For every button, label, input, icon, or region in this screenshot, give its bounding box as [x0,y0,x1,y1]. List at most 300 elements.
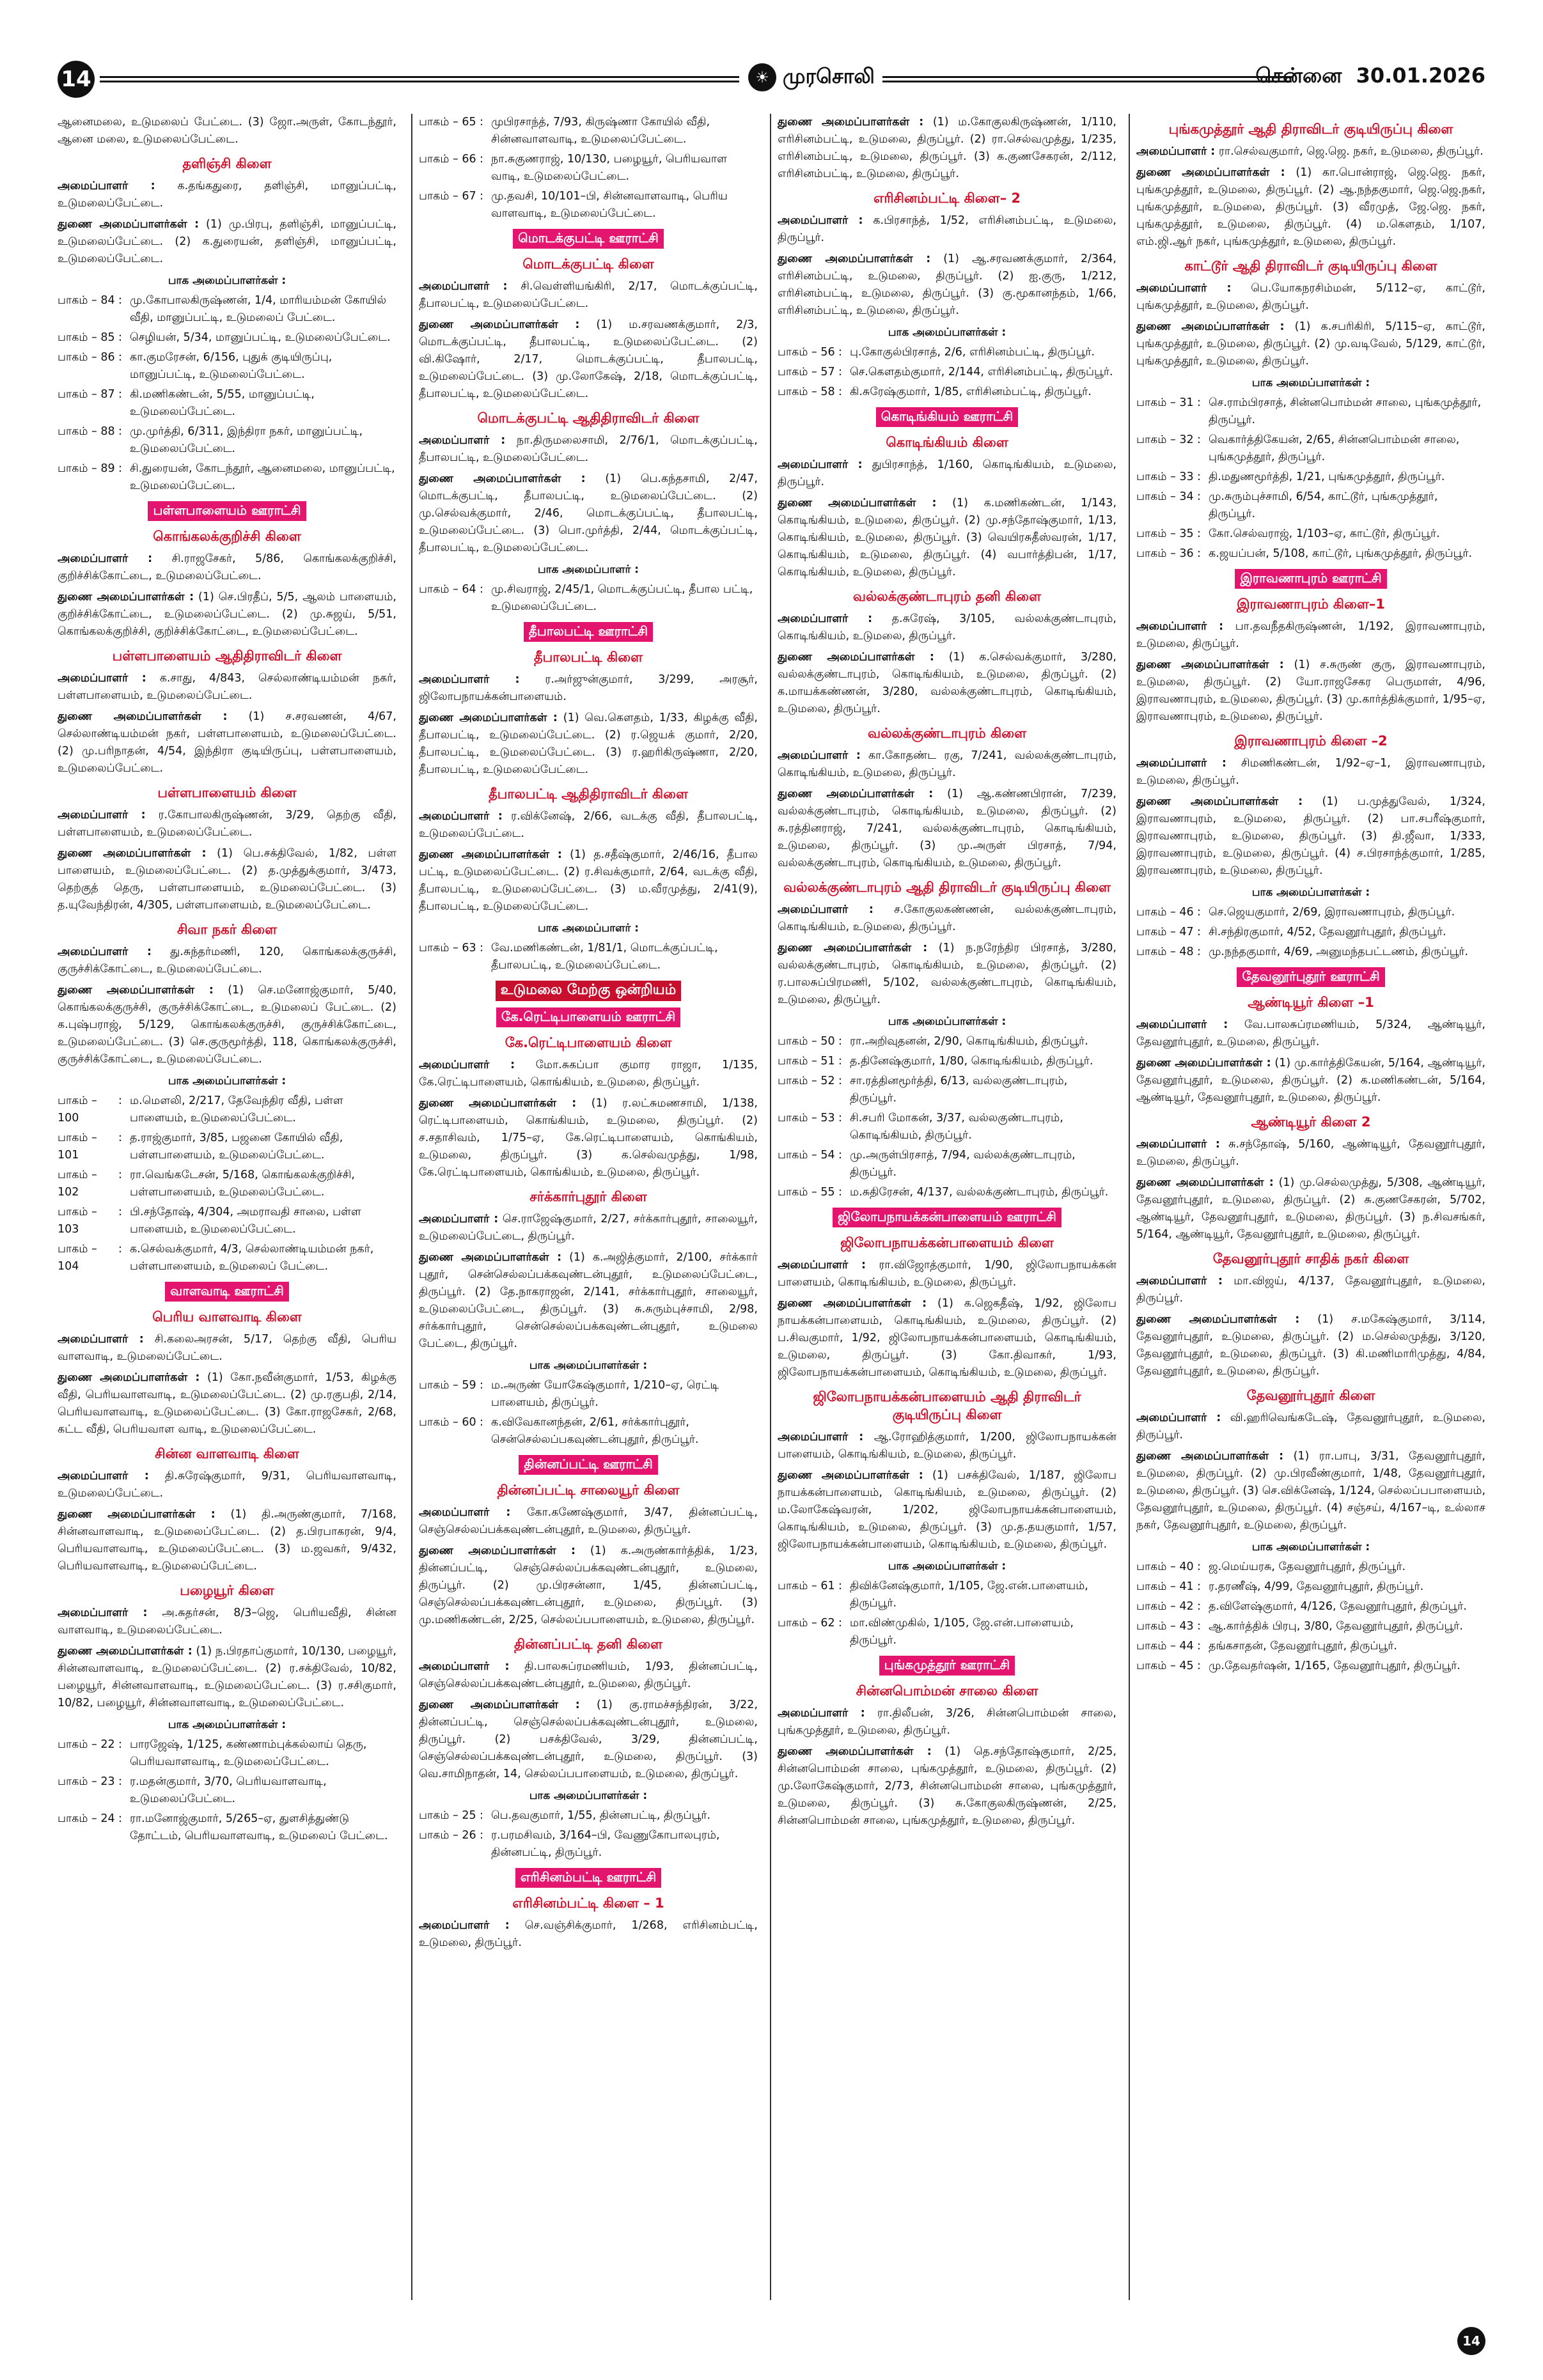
booth-person: கா.குமரேசன், 6/156, புதுக் குடியிருப்பு, மானுப்பட்டி, உடுமலைப்பேட்டை. [130,351,333,381]
label: துணை அமைப்பாளர்கள் : [778,1469,923,1482]
page-number-badge: 14 [58,61,95,98]
deputy-line [58,1506,396,1575]
label: துணை அமைப்பாளர்கள் : [778,116,924,128]
booth-person: ர.தரணீஷ், 4/99, தேவனூர்புதூர், திருப்பூர். [1209,1580,1424,1593]
organizer-line [419,278,758,313]
header-rule-right [882,76,1292,82]
booth-person: க.விவேகானந்தன், 2/61, சர்க்கார்புதூர், சென்செல்லப்பகவுண்டன்புதூர், திருப்பூர். [491,1416,699,1446]
booth-person: ரா.வெங்கடேசன், 5/168, கொங்கலக்குறிச்சி, பள்ளபாளையம், உடுமலைப்பேட்டை. [130,1169,355,1199]
booth-person: கி.சுரேஷ்குமார், 1/85, எரிசினம்பட்டி, திருப்பூர். [850,385,1092,398]
deputy-line [778,495,1116,581]
booth-row: பாகம் – 84 : மு.கோபாலகிருஷ்ணன், 1/4, மாரியம்மன் கோயில் வீதி, மானுப்பட்டி, உடுமலைப் பேட்டை. [58,292,396,327]
union-banner: உடுமலை மேற்கு ஒன்றியம் [496,981,682,1001]
deputy-line [778,114,1116,183]
value: (1) ர.லட்சுமணசாமி, 1/138, ரெட்டிபாளையம், கொங்கியம், உடுமலை, திருப்பூர். (2) ச.சதாசிவம், 1/75–ஏ, கே.ரெட்டிபாளையம், கொங்கியம், உடுமலை, திருப்பூர். (3) க.செல்வமுத்து, 1/98, கே.ரெட்டிபாளையம், கொங்கியம், உடுமலை, திருப்பூர். [419,1097,758,1179]
value: செ.ராஜேஷ்குமார், 2/27, சர்க்கார்புதூர், சாலையூர், உடுமலைப்பேட்டை, திருப்பூர். [419,1213,758,1243]
booth-person: மு.கோபாலகிருஷ்ணன், 1/4, மாரியம்மன் கோயில் வீதி, மானுப்பட்டி, உடுமலைப் பேட்டை. [130,294,387,324]
deputy-line [419,710,758,779]
booth-row: பாகம் – 47 : சி.சந்திரகுமார், 4/52, தேவனூர்புதூர், திருப்பூர். [1136,924,1485,941]
booth-person: சி.சந்திரகுமார், 4/52, தேவனூர்புதூர், திருப்பூர். [1209,926,1446,938]
organizer-line [419,1658,758,1693]
booth-row: பாகம் – 23 : ர.மதன்குமார், 3/70, பெரியவாளவாடி, உடுமலைப்பேட்டை. [58,1773,396,1808]
booth-person: மா.விண்முகில், 1/105, ஜே.என்.பாளையம், திருப்பூர். [850,1617,1074,1647]
city: சென்னை [1255,63,1342,88]
value: செ.வஞ்சிக்குமார், 1/268, எரிசினம்பட்டி, உடுமலை, திருப்பூர். [419,1919,758,1949]
booth-no: பாகம் – 101 [58,1132,97,1162]
organizer-line [419,1917,758,1952]
branch-heading: வல்லக்குண்டாபுரம் தனி கிளை [852,589,1042,604]
booth-row: பாகம் – 102 : ரா.வெங்கடேசன், 5/168, கொங்கலக்குறிச்சி, பள்ளபாளையம், உடுமலைப்பேட்டை. [58,1167,396,1201]
booth-heading: பாக அமைப்பாளர்கள் : [529,1789,648,1802]
column-rule [1129,114,1130,2300]
booth-row: பாகம் – 32 : வெகார்த்திகேயன், 2/65, சின்னபொம்மன் சாலை, புங்கமுத்தூர், திருப்பூர். [1136,432,1485,466]
booth-person: த.விளேஷ்குமார், 4/126, தேவனூர்புதூர், திருப்பூர். [1209,1600,1467,1613]
booth-row: பாகம் – 89 : சி.துரையன், கோடந்தூர், ஆனைமலை, மானுப்பட்டி, உடுமலைப்பேட்டை. [58,460,396,495]
organizer-line [778,1705,1116,1739]
organizer-line [1136,755,1485,789]
rising-sun-icon: ☀ [748,63,776,91]
branch-heading: தின்னப்பட்டி சாலையூர் கிளை [497,1482,680,1498]
branch-heading: காட்டூர் ஆதி திராவிடர் குடியிருப்பு கிளை [1184,258,1437,274]
value: ர.கோபாலகிருஷ்ணன், 3/29, தெற்கு வீதி, பள்ளபாளையம், உடுமலைப்பேட்டை. [58,809,396,839]
label: துணை அமைப்பாளர்கள் : [58,984,214,997]
value: (1) வெ.கௌதம், 1/33, கிழக்கு வீதி, தீபாலபட்டி, உடுமலைப்பேட்டை. (2) ர.ஜெயக் குமார், 2/20, தீபாலபட்டி, உடுமலைப்பேட்டை. (3) ர.ஹரிகிருஷ்ணா, 2/20, தீபாலபட்டி, உடுமலைப்பேட்டை. [419,712,758,776]
booth-no: பாகம் – 31 [1136,396,1194,409]
deputy-line [58,1643,396,1712]
booth-row: பாகம் – 35 : கோ.செல்வராஜ், 1/103–ஏ, காட்டூர், திருப்பூர். [1136,525,1485,543]
organizer-line [58,670,396,704]
value: சிமணிகண்டன், 1/92–ஏ–1, இராவணாபுரம், உடுமலை, திருப்பூர். [1136,757,1485,787]
label: துணை அமைப்பாளர்கள் : [419,318,580,331]
value: ர.விக்னேஷ், 2/66, வடக்கு வீதி, தீபாலபட்டி, உடுமலைப்பேட்டை. [419,810,758,840]
label: துணை அமைப்பாளர்கள் : [58,710,228,723]
booth-row: பாகம் – 48 : மு.நந்தகுமார், 4/69, அனுமந்தபட்டணம், திருப்பூர். [1136,944,1485,961]
deputy-line [1136,1174,1485,1243]
value: (1) ந.நரேந்திர பிரசாத், 3/280, வல்லக்குண்டாபுரம், கொடிங்கியம், உடுமலை, திருப்பூர். (2) ர.பாலசுப்பிரமணி, 5/102, வல்லக்குண்டாபுரம், கொடிங்கியம், உடுமலை, திருப்பூர். [778,942,1116,1006]
booth-no: பாகம் – 44 [1136,1640,1194,1653]
booth-row: பாகம் – 41 : ர.தரணீஷ், 4/99, தேவனூர்புதூர், திருப்பூர். [1136,1578,1485,1596]
organizer-line [778,1429,1116,1463]
booth-no: பாகம் – 42 [1136,1600,1194,1613]
booth-row: பாகம் – 33 : தி.மதுணமூர்த்தி, 1/21, புங்கமுத்தூர், திருப்பூர். [1136,469,1485,486]
booth-person: ரா.அறிவுதனன், 2/90, கொடிங்கியம், திருப்பூர். [850,1035,1088,1048]
value: (1) செ.பிரதீப், 5/5, ஆலம் பாளையம், குறிச்சிக்கோட்டை, உடுமலைப்பேட்டை. (2) மு.சுஜய், 5/51, கொங்கலக்குறிச்சி, குறிச்சிக்கோட்டை, உடுமலைப்பேட்டை. [58,591,396,638]
value: வி.ஹரிவெங்கடேஷ், தேவனூர்புதூர், உடுமலை, திருப்பூர். [1136,1412,1485,1442]
value: அ.சுதர்சன், 8/3–ஜெ, பெரியவீதி, சின்ன வாளவாடி, உடுமலைப்பேட்டை. [58,1606,396,1637]
booth-row: பாகம் – 50 : ரா.அறிவுதனன், 2/90, கொடிங்கியம், திருப்பூர். [778,1033,1116,1050]
booth-no: பாகம் – 56 [778,346,835,359]
label: துணை அமைப்பாளர்கள் : [1136,166,1285,179]
footer-page-number: 14 [1457,2327,1485,2355]
booth-no: பாகம் – 104 [58,1243,97,1273]
branch-heading: கொடிங்கியம் கிளை [886,435,1008,450]
booth-row: பாகம் – 86 : கா.குமரேசன், 6/156, புதுக் குடியிருப்பு, மானுப்பட்டி, உடுமலைப்பேட்டை. [58,349,396,384]
label: துணை அமைப்பாளர்கள் : [1136,1450,1284,1463]
organizer-line [778,901,1116,936]
branch-heading: இராவணாபுரம் கிளை–1 [1237,596,1385,612]
deputy-line [1136,793,1485,880]
booth-person: முபிரசாந்த், 7/93, கிருஷ்ணா கோயில் வீதி, சின்னவாளவாடி, உடுமலைப்பேட்டை. [491,116,710,146]
value: (1) க.செல்வக்குமார், 3/280, வல்லக்குண்டாபுரம், கொடிங்கியம், உடுமலை, திருப்பூர். (2) க.மாயக்கண்ணன், 3/280, வல்லக்குண்டாபுரம், கொடிங்கியம், உடுமலை, திருப்பூர். [778,651,1116,715]
branch-heading: சின்ன வாளவாடி கிளை [155,1446,299,1461]
organizer-line [778,747,1116,782]
booth-row: பாகம் – 26 : ர.பரமசிவம், 3/164–பி, வேணுகோபாலபுரம், தின்னபட்டி, திருப்பூர். [419,1827,758,1862]
branch-heading: ஜிலோபநாயக்கன்பாளையம் ஆதி திராவிடர் குடியிருப்பு கிளை [813,1389,1081,1422]
branch-heading: ஆண்டியூர் கிளை 2 [1251,1114,1371,1130]
booth-heading: பாக அமைப்பாளர்கள் : [1251,886,1370,899]
booth-no: பாகம் – 63 [419,942,476,954]
branch-heading: தேவனூர்புதூர் கிளை [1246,1388,1375,1403]
organizer-line [1136,618,1485,653]
value: (1) ரா.பாபு, 3/31, தேவனூர்புதூர், உடுமலை, திருப்பூர். (2) மு.பிரவீண்குமார், 1/48, தேவனூர்புதூர், உடுமலை, திருப்பூர். (3) செ.விக்னேஷ், 1/124, செல்லப்பபாளையம், தேவனூர்புதூர், உடுமலை, திருப்பூர். (4) சஞ்சய், 4/167–டி, உல்லாச நகர், தேவனூர்புதூர், உடுமலை, திருப்பூர். [1136,1450,1485,1532]
booth-no: பாகம் – 51 [778,1055,835,1068]
branch-heading: மொடக்குபட்டி கிளை [522,256,654,272]
booth-row: பாகம் – 46 : செ.ஜெயகுமார், 2/69, இராவணாபுரம், திருப்பூர். [1136,904,1485,921]
label: அமைப்பாளர் : [58,945,152,958]
branch-heading: மொடக்குபட்டி ஆதிதிராவிடர் கிளை [477,410,700,426]
deputy-line [58,216,396,268]
booth-no: பாகம் – 46 [1136,906,1194,919]
value: கோ.கணேஷ்குமார், 3/47, தின்னப்பட்டி, செஞ்செல்லப்பக்கவுண்டன்புதூர், உடுமலை, திருப்பூர். [419,1506,758,1536]
label: துணை அமைப்பாளர்கள் : [778,1297,927,1310]
booth-heading: பாக அமைப்பாளர்கள் : [168,274,286,287]
booth-row: பாகம் – 64 : மு.சிவராஜ், 2/45/1, மொடக்குப்பட்டி, தீபால பட்டி, உடுமலைப்பேட்டை. [419,581,758,616]
panchayat-banner: எரிசினம்பட்டி ஊராட்சி [515,1868,661,1888]
booth-person: செ.கௌதம்குமார், 2/144, எரிசினம்பட்டி, திருப்பூர். [850,366,1113,378]
branch-heading: ஆண்டியூர் கிளை –1 [1248,995,1374,1010]
value: சி.ராஜசேகர், 5/86, கொங்கலக்குறிச்சி, குறிச்சிக்கோட்டை, உடுமலைப்பேட்டை. [58,552,396,582]
label: அமைப்பாளர் : [778,903,873,916]
value: வே.பாலசுப்ரமணியம், 5/324, ஆண்டியூர், தேவனூர்புதூர், உடுமலை, திருப்பூர். [1136,1018,1485,1048]
value: (1) க.ஜெகதீஷ், 1/92, ஜிலோப நாயக்கன்பாளையம், கொடிங்கியம், உடுமலை, திருப்பூர். (2) ப.சிவகுமார், 1/92, ஜிலோபநாயக்கன்பாளையம், கொடிங்கியம், உடுமலை, திருப்பூர். (3) கோ.திவாகர், 1/93, ஜிலோபநாயக்கன்பாளையம், கொடிங்கியம், உடுமலை, திருப்பூர். [778,1297,1116,1379]
booth-no: பாகம் – 58 [778,385,835,398]
value: த.சுரேஷ், 3/105, வல்லக்குண்டாபுரம், கொடிங்கியம், உடுமலை, திருப்பூர். [778,612,1116,642]
organizer-line [58,178,396,212]
booth-no: பாகம் – 102 [58,1169,97,1199]
branch-heading: பெரிய வாளவாடி கிளை [152,1309,302,1325]
organizer-line [419,1504,758,1539]
booth-person: ம.அருண் யோகேஷ்குமார், 1/210–ஏ, ரெட்டி பாளையம், திருப்பூர். [491,1379,719,1409]
booth-row: பாகம் – 52 : சா.ரத்தினமூர்த்தி, 6/13, வல்லகுண்டாபுரம், திருப்பூர். [778,1073,1116,1107]
label: அமைப்பாளர் : [58,1606,148,1619]
organizer-line [419,671,758,706]
value: (1) ஆ.கண்ணபிரான், 7/239, வல்லக்குண்டாபுரம், கொடிங்கியம், உடுமலை, திருப்பூர். (2) சு.ரத்தினராஜ், 7/241, வல்லக்குண்டாபுரம், கொடிங்கியம், உடுமலை, திருப்பூர். (3) மு.அருள் பிரசாத், 7/94, வல்லக்குண்டாபுரம், கொடிங்கியம், உடுமலை, திருப்பூர். [778,788,1116,869]
value: (1) மு.பிரபு, தளிஞ்சி, மானுப்பட்டி, உடுமலைப்பேட்டை. (2) க.துரையன், தளிஞ்சி, மானுப்பட்டி, உடுமலைப்பேட்டை. [58,218,396,265]
booth-row: பாகம் – 103 : பி.சந்தோஷ், 4/304, அமராவதி சாலை, பள்ள பாளையம், உடுமலைப்பேட்டை. [58,1204,396,1238]
booth-person: பி.சந்தோஷ், 4/304, அமராவதி சாலை, பள்ள பாளையம், உடுமலைப்பேட்டை. [130,1206,361,1236]
branch-heading: கே.ரெட்டிபாளையம் கிளை [505,1035,672,1050]
booth-person: ர.பரமசிவம், 3/164–பி, வேணுகோபாலபுரம், தின்னபட்டி, திருப்பூர். [491,1829,720,1859]
booth-no: பாகம் – 59 [419,1379,476,1392]
booth-person: மு.சிவராஜ், 2/45/1, மொடக்குப்பட்டி, தீபால பட்டி, உடுமலைப்பேட்டை. [491,583,753,613]
booth-no: பாகம் – 22 [58,1738,115,1751]
booth-row: பாகம் – 87 : கி.மணிகண்டன், 5/55, மானுப்பட்டி, உடுமலைப்பேட்டை. [58,386,396,421]
deputy-line [419,471,758,557]
booth-no: பாகம் – 26 [419,1829,476,1842]
branch-heading: தளிஞ்சி கிளை [182,156,272,171]
value: (1) கு.ராமச்சந்திரன், 3/22, தின்னப்பட்டி, செஞ்செல்லப்பக்கவுண்டன்புதூர், உடுமலை, திருப்பூர். (2) பசக்திவேல், 3/29, தின்னப்பட்டி, செஞ்செல்லப்பக்கவுண்டன்புதூர், உடுமலை, திருப்பூர். (3) வெ.சாமிநாதன், 14, செல்லப்பபாளையம், உடுமலை, திருப்பூர். [419,1699,758,1780]
value: ச.கோகுலகண்ணன், வல்லக்குண்டாபுரம், கொடிங்கியம், உடுமலை, திருப்பூர். [778,903,1116,933]
booth-person: க.செல்வக்குமார், 4/3, செல்லாண்டியம்மன் நகர், பள்ளபாளையம், உடுமலைப் பேட்டை. [130,1243,374,1273]
panchayat-banner: பள்ளபாளையம் ஊராட்சி [148,501,306,521]
label: அமைப்பாளர் : [778,1259,866,1272]
city-date [1255,63,1485,90]
booth-heading: பாக அமைப்பாளர்கள் : [888,1560,1006,1573]
booth-row: பாகம் – 44 : தங்கசாதன், தேவனூர்புதூர், திருப்பூர். [1136,1638,1485,1655]
booth-no: பாகம் – 60 [419,1416,476,1429]
booth-row: பாகம் – 58 : கி.சுரேஷ்குமார், 1/85, எரிசினம்பட்டி, திருப்பூர். [778,384,1116,401]
booth-no: பாகம் – 85 [58,331,115,344]
label: அமைப்பாளர் : [419,810,503,823]
label: துணை அமைப்பாளர்கள் : [419,472,586,485]
booth-heading: பாக அமைப்பாளர்கள் : [888,1015,1006,1028]
panchayat-banner: கே.ரெட்டிபாளையம் ஊராட்சி [496,1007,680,1027]
value: (1) ஆ.சரவணக்குமார், 2/364, எரிசினம்பட்டி, உடுமலை, திருப்பூர். (2) ஐ.குரு, 1/212, எரிசினம்பட்டி, உடுமலை, திருப்பூர். (3) கு.மூகானந்தம், 1/66, எரிசினம்பட்டி, உடுமலை, திருப்பூர். [778,253,1116,317]
booth-no: பாகம் – 41 [1136,1580,1194,1593]
organizer-line [58,1331,396,1365]
organizer-line [58,1605,396,1639]
value: (1) மு.கார்த்திகேயன், 5/164, ஆண்டியூர், தேவனூர்புதூர், உடுமலை, திருப்பூர். (2) க.மணிகண்டன், 5/164, ஆண்டியூர், தேவனூர்புதூர், உடுமலை, திருப்பூர். [1136,1057,1485,1104]
booth-no: பாகம் – 48 [1136,945,1194,958]
label: அமைப்பாளர் : [58,552,153,565]
organizer-line [778,1257,1116,1291]
booth-heading: பாக அமைப்பாளர்கள் : [1251,377,1370,389]
branch-heading: சர்க்கார்புதூர் கிளை [529,1189,647,1204]
booth-person: வெகார்த்திகேயன், 2/65, சின்னபொம்மன் சாலை, புங்கமுத்தூர், திருப்பூர். [1209,433,1460,463]
booth-heading: பாக அமைப்பாளர்கள் : [168,1718,286,1731]
booth-row: பாகம் – 100 : ம.மௌலி, 2/217, தேவேந்திர வீதி, பள்ள பாளையம், உடுமலைப்பேட்டை. [58,1093,396,1127]
label: துணை அமைப்பாளர்கள் : [419,1544,576,1557]
branch-heading: ஜிலோபநாயக்கன்பாளையம் கிளை [840,1235,1054,1250]
booth-person: மு.தவசி, 10/101–பி, சின்னவாளவாடி, பெரிய வாளவாடி, உடுமலைப்பேட்டை. [491,190,728,220]
deputy-line [778,940,1116,1009]
deputy-line [778,1467,1116,1553]
value: தி.பாலசுப்ரமணியம், 1/93, தின்னப்பட்டி, செஞ்செல்லப்பக்கவுண்டன்புதூர், உடுமலை, திருப்பூர். [419,1660,758,1690]
organizer-line [778,456,1116,491]
value: பெ.யோகநரசிம்மன், 5/112–ஏ, காட்டூர், புங்கமுத்தூர், உடுமலை, திருப்பூர். [1136,282,1485,312]
value: (1) ச.சரவணன், 4/67, செல்லாண்டியம்மன் நகர், பள்ளபாளையம், உடுமலைப்பேட்டை. (2) மு.பரிநாதன், 4/54, இந்திரா குடியிருப்பு, பள்ளபாளையம், உடுமலைப்பேட்டை. [58,710,396,775]
value: சி.வெள்ளியங்கிரி, 2/17, மொடக்குப்பட்டி, தீபாலபட்டி, உடுமலைப்பேட்டை. [419,280,758,310]
label: துணை அமைப்பாளர்கள் : [778,651,934,664]
label: அமைப்பாளர் : [419,434,506,447]
label: அமைப்பாளர் : [778,214,863,227]
booth-row: பாகம் – 57 : செ.கௌதம்குமார், 2/144, எரிசினம்பட்டி, திருப்பூர். [778,364,1116,381]
deputy-line [58,845,396,914]
booth-no: பாகம் – 52 [778,1075,835,1087]
header-rule-left [100,76,739,82]
booth-no: பாகம் – 35 [1136,527,1194,540]
branch-heading: தீபாலபட்டி ஆதிதிராவிடர் கிளை [489,786,688,802]
label: துணை அமைப்பாளர்கள் : [58,591,194,603]
booth-no: பாகம் – 88 [58,425,115,438]
branch-heading: இராவணாபுரம் கிளை –2 [1234,733,1388,749]
value: ரா.திலீபன், 3/26, சின்னபொம்மன் சாலை, புங்கமுத்தூர், உடுமலை, திருப்பூர். [778,1707,1116,1737]
branch-heading: வல்லக்குண்டாபுரம் ஆதி திராவிடர் குடியிருப்பு கிளை [783,880,1111,895]
label: அமைப்பாளர் : [58,1470,149,1482]
value: (1) செ.மனோஜ்குமார், 5/40, கொங்கலக்குருச்சி, குருச்சிக்கோட்டை, உடுமலைப் பேட்டை. (2) க.புஷ்பராஜ், 5/129, கொங்கலக்குருச்சி, குருச்சிக்கோட்டை, உடுமலைப்பேட்டை. (3) செ.குருமூர்த்தி, 118, கொங்கலக்குருச்சி, குருச்சிக்கோட்டை, உடுமலைப்பேட்டை. [58,984,396,1066]
booth-person: சி.சபரி மோகன், 3/37, வல்லகுண்டாபுரம், கொடிங்கியம், திருப்பூர். [850,1112,1063,1142]
value: க.பிரசாந்த், 1/52, எரிசினம்பட்டி, உடுமலை, திருப்பூர். [778,214,1116,244]
panchayat-banner: மொடக்குபட்டி ஊராட்சி [513,229,664,249]
label: அமைப்பாளர் : [58,180,155,192]
booth-row: பாகம் – 42 : த.விளேஷ்குமார், 4/126, தேவனூர்புதூர், திருப்பூர். [1136,1598,1485,1615]
label: துணை அமைப்பாளர்கள் : [1136,1176,1274,1189]
label: அமைப்பாளர் : [419,280,508,293]
label: அமைப்பாளர் : [778,1707,865,1720]
booth-person: செ.ஜெயகுமார், 2/69, இராவணாபுரம், திருப்பூர். [1209,906,1455,919]
booth-no: பாகம் – 100 [58,1094,97,1124]
organizer-line [58,807,396,841]
label: அமைப்பாளர் : [1136,620,1224,633]
branch-heading: வல்லக்குண்டாபுரம் கிளை [867,726,1027,741]
booth-heading: பாக அமைப்பாளர்கள் : [529,1359,648,1372]
booth-row: பாகம் – 34 : மு.சுரும்புச்சாமி, 6/54, காட்டூர், புங்கமுத்தூர், திருப்பூர். [1136,488,1485,523]
branch-heading: பள்ளபாளையம் கிளை [157,785,297,800]
deputy-line [778,251,1116,320]
value: துபிரசாந்த், 1/160, கொடிங்கியம், உடுமலை, திருப்பூர். [778,458,1116,488]
label: துணை அமைப்பாளர்கள் : [1136,320,1285,333]
issue-date: 30.01.2026 [1356,63,1485,88]
value: பா.தவநீதகிருஷ்ணன், 1/192, இராவணாபுரம், உடுமலை, திருப்பூர். [1136,620,1485,650]
booth-no: பாகம் – 87 [58,388,115,401]
panchayat-banner: தீபாலபட்டி ஊராட்சி [524,622,653,642]
booth-person: பு.கோகுல்பிரசாத், 2/6, எரிசினம்பட்டி, திருப்பூர். [850,346,1095,359]
booth-row: பாகம் – 55 : ம.சுதிரேசன், 4/137, வல்லக்குண்டாபுரம், திருப்பூர். [778,1184,1116,1201]
value: (1) ம.சரவணக்குமார், 2/3, மொடக்குப்பட்டி, தீபாலபட்டி, உடுமலைப்பேட்டை. (2) வி.கிஷோர், 2/17, மொடக்குப்பட்டி, தீபாலபட்டி, உடுமலைப்பேட்டை. (3) மு.லோகேஷ், 2/18, மொடக்குப்பட்டி, தீபாலபட்டி, உடுமலைப்பேட்டை. [419,318,758,400]
label: துணை அமைப்பாளர்கள் : [58,1645,192,1658]
organizer-line [1136,1016,1485,1051]
label: துணை அமைப்பாளர்கள் : [1136,658,1284,671]
booth-no: பாகம் – 66 [419,153,476,166]
label: அமைப்பாளர் : [1136,145,1216,158]
booth-no: பாகம் – 53 [778,1112,835,1124]
booth-row: பாகம் – 36 : க.ஜயப்பன், 5/108, காட்டூர், புங்கமுத்தூர், திருப்பூர். [1136,545,1485,563]
booth-heading: பாக அமைப்பாளர் : [537,563,639,576]
column-rule [770,114,771,2300]
booth-person: வே.மணிகண்டன், 1/81/1, மொடக்குப்பட்டி, தீபாலபட்டி, உடுமலைப்பேட்டை. [491,942,718,972]
label: துணை அமைப்பாளர்கள் : [419,848,562,861]
deputy-line [419,1543,758,1629]
booth-no: பாகம் – 34 [1136,490,1194,503]
booth-no: பாகம் – 61 [778,1580,835,1592]
label: துணை அமைப்பாளர்கள் : [778,497,937,509]
deputy-line [778,1743,1116,1830]
branch-heading: சிவா நகர் கிளை [176,922,278,937]
booth-row: பாகம் – 43 : ஆ.கார்த்திக் பிரபு, 3/80, தேவனூர்புதூர், திருப்பூர். [1136,1618,1485,1635]
booth-person: ம.சுதிரேசன், 4/137, வல்லக்குண்டாபுரம், திருப்பூர். [850,1186,1109,1199]
value: ரா.செல்வகுமார், ஜெ.ஜெ. நகர், உடுமலை, திருப்பூர். [1218,145,1484,158]
booth-person: தி.மதுணமூர்த்தி, 1/21, புங்கமுத்தூர், திருப்பூர். [1209,471,1445,483]
deputy-line [778,786,1116,872]
booth-no: பாகம் – 103 [58,1206,97,1236]
booth-person: த.தினேஷ்குமார், 1/80, கொடிங்கியம், திருப்பூர். [850,1055,1093,1068]
booth-person: மு.முர்த்தி, 6/311, இந்திரா நகர், மானுப்பட்டி, உடுமலைப்பேட்டை. [130,425,363,455]
booth-person: செழியன், 5/34, மானுப்பட்டி, உடுமலைப்பேட்டை. [130,331,391,344]
label: அமைப்பாளர் : [419,1919,510,1932]
value: (1) க.அஜித்குமார், 2/100, சர்க்கார் புதூர், சென்செல்லப்பக்கவுண்டன்புதூர், உடுமலைப்பேட்டை, திருப்பூர். (2) தே.நாகராஜன், 2/141, சர்க்கார்புதூர், சாலையூர், உடுமலைப்பேட்டை, திருப்பூர். (3) சு.சுரும்புச்சாமி, 2/98, சர்க்கார்புதூர், சென்செல்லப்பக்கவுண்டன்புதூர், உடுமலை பேட்டை, திருப்பூர். [419,1251,758,1350]
organizer-line [778,611,1116,645]
deputy-line [1136,1311,1485,1380]
value: (1) கோ.நவீன்குமார், 1/53, கிழக்கு வீதி, பெரியவாளவாடி, உடுமலைப்பேட்டை. (2) மு.ரகுபதி, 2/14, பெரியவாளவாடி, உடுமலைப்பேட்டை. (3) கோ.ராஜசேகர், 2/68, கட்ட வீதி, பெரியவாள வாடி, உடுமலைப்பேட்டை. [58,1371,396,1436]
value: சி.கலைஅரசன், 5/17, தெற்கு வீதி, பெரிய வாளவாடி, உடுமலைப்பேட்டை. [58,1333,396,1363]
booth-no: பாகம் – 50 [778,1035,835,1048]
booth-no: பாகம் – 25 [419,1809,476,1822]
booth-no: பாகம் – 23 [58,1775,115,1788]
value: (1) ந.பிரதாப்குமார், 10/130, பழையூர், சின்னவாளவாடி, உடுமலைப்பேட்டை. (2) ர.சக்திவேல், 10/82, பழையூர், சின்னவாளவாடி, உடுமலைப்பேட்டை. (3) ர.சசிகுமார், 10/82, பழையூர், சின்னவாளவாடி, உடுமலைப்பேட்டை. [58,1645,396,1709]
label: அமைப்பாளர் : [1136,1018,1228,1031]
label: அமைப்பாளர் : [1136,282,1232,295]
value: (1) ச.சுருண் குரு, இராவணாபுரம், உடுமலை, திருப்பூர். (2) யோ.ராஜசேகர பெருமாள், 4/96, இராவணாபுரம், உடுமலை, திருப்பூர். (3) மு.கார்த்திக்குமார், 1/95–ஏ, இராவணாபுரம், உடுமலை, திருப்பூர். [1136,658,1485,723]
paper-name: முரசொலி [783,64,875,88]
deputy-line [419,316,758,403]
booth-person: செ.ராம்பிரசாத், சின்னபொம்மன் சாலை, புங்கமுத்தூர், திருப்பூர். [1209,396,1482,426]
value: (1) பெ.கந்தசாமி, 2/47, மொடக்குபட்டி, தீபாலபட்டி, உடுமலைப்பேட்டை. (2) மு.செல்வக்குமார், 2/46, மொடக்குப்பட்டி, தீபாலபட்டி, உடுமலைப்பேட்டை. (3) பொ.முர்த்தி, 2/44, மொடக்குப்பட்டி, தீபாலபட்டி, உடுமலைப்பேட்டை. [419,472,758,554]
booth-no: பாகம் – 64 [419,583,476,596]
organizer-line [1136,1136,1485,1171]
deputy-line [1136,318,1485,370]
label: துணை அமைப்பாளர்கள் : [58,1508,215,1521]
value: (1) க.மணிகண்டன், 1/143, கொடிங்கியம், உடுமலை, திருப்பூர். (2) மு.சந்தோஷ்குமார், 1/13, கொடிங்கியம், உடுமலை, திருப்பூர். (3) வெயிரசுதீஸ்வரன், 1/17, கொடிங்கியம், உடுமலை, திருப்பூர். (4) வபார்த்திபன், 1/17, கொடிங்கியம், உடுமலை, திருப்பூர். [778,497,1116,579]
deputy-line [778,649,1116,718]
booth-person: சா.ரத்தினமூர்த்தி, 6/13, வல்லகுண்டாபுரம், திருப்பூர். [850,1075,1068,1105]
booth-row: பாகம் – 67 : மு.தவசி, 10/101–பி, சின்னவாளவாடி, பெரிய வாளவாடி, உடுமலைப்பேட்டை. [419,188,758,222]
panchayat-banner: ஜிலோபநாயக்கன்பாளையம் ஊராட்சி [833,1208,1061,1227]
booth-row: பாகம் – 53 : சி.சபரி மோகன், 3/37, வல்லகுண்டாபுரம், கொடிங்கியம், திருப்பூர். [778,1110,1116,1144]
deputy-line [1136,657,1485,726]
value: (1) ப.முத்துவேல், 1/324, இராவணாபுரம், உடுமலை, திருப்பூர். (2) பா.சபரீஷ்குமார், இராவணாபுரம், உடுமலை, திருப்பூர். (3) தி.ஜீவா, 1/333, இராவணாபுரம், உடுமலை, திருப்பூர். (4) ச.பிரசாந்த்குமார், 1/285, இராவணாபுரம், உடுமலை, திருப்பூர். [1136,795,1485,877]
label: அமைப்பாளர் : [58,1333,144,1346]
value: (1) க.அருண்கார்த்திக், 1/23, தின்னப்பட்டி, செஞ்செல்லப்பக்கவுண்டன்புதூர், உடுமலை, திருப்பூர். (2) மு.பிரசன்னா, 1/45, தின்னப்பட்டி, செஞ்செல்லப்பக்கவுண்டன்புதூர், உடுமலை, திருப்பூர். (3) மு.மணிகண்டன், 2/25, செல்லப்பபாளையம், உடுமலை, திருப்பூர். [419,1544,758,1626]
organizer-line [58,550,396,585]
booth-row: பாகம் – 61 : திவிக்னேஷ்குமார், 1/105, ஜே.என்.பாளையம், திருப்பூர். [778,1578,1116,1612]
organizer-line [58,944,396,978]
booth-heading: பாக அமைப்பாளர்கள் : [1251,1541,1370,1553]
booth-no: பாகம் – 33 [1136,471,1194,483]
organizer-line [1136,1273,1485,1307]
booth-no: பாகம் – 36 [1136,547,1194,560]
booth-row: பாகம் – 66 : நா.சுகுணராஜ், 10/130, பழையூர், பெரியவாள வாடி, உடுமலைப்பேட்டை. [419,151,758,185]
panchayat-banner: தின்னப்பட்டி ஊராட்சி [519,1455,657,1475]
organizer-line [419,432,758,467]
deputy-line [58,708,396,777]
label: துணை அமைப்பாளர்கள் : [1136,795,1303,808]
label: அமைப்பாளர் : [419,1059,515,1071]
deputy-line [419,846,758,915]
value: (1) பெ.சக்திவேல், 1/82, பள்ள பாளையம், உடுமலைப்பேட்டை. (2) த.முத்துக்குமார், 3/473, தெற்குத் தெரு, பள்ளபாளையம், உடுமலைப்பேட்டை. (3) த.யுவேந்திரன், 4/305, பள்ளபாளையம், உடுமலைப்பேட்டை. [58,847,396,912]
value: மோ.சுகப்பா குமார ராஜா, 1/135, கே.ரெட்டிபாளையம், கொங்கியம், உடுமலை, திருப்பூர். [419,1059,758,1089]
branch-heading: தேவனூர்புதூர் சாதிக் நகர் கிளை [1212,1251,1409,1266]
label: துணை அமைப்பாளர்கள் : [1136,1313,1300,1326]
value: (1) தெ.சந்தோஷ்குமார், 2/25, சின்னபொம்மன் சாலை, புங்கமுத்தூர், உடுமலை, திருப்பூர். (2) மு.லோகேஷ்குமார், 2/73, சின்னபொம்மன் சாலை, புங்கமுத்தூர், உடுமலை, திருப்பூர். (3) சு.கோகுலகிருஷ்ணன், 2/25, சின்னபொம்மன் சாலை, புங்கமுத்தூர், உடுமலை, திருப்பூர். [778,1745,1116,1827]
booth-person: ம.மௌலி, 2/217, தேவேந்திர வீதி, பள்ள பாளையம், உடுமலைப்பேட்டை. [130,1094,343,1124]
organizer-line [778,212,1116,247]
label: துணை அமைப்பாளர்கள் : [58,847,207,860]
panchayat-banner: தேவனூர்புதூர் ஊராட்சி [1237,967,1384,987]
booth-person: பாரஜேஷ், 1/125, கண்ணாம்புக்கல்லாய் தெரு, பெரியவாளவாடி, உடுமலைப்பேட்டை. [130,1738,367,1768]
branch-heading: கொங்கலக்குறிச்சி கிளை [153,529,301,544]
booth-no: பாகம் – 65 [419,116,476,128]
label: துணை அமைப்பாளர்கள் : [419,712,558,724]
booth-person: த.ராஜ்குமார், 3/85, பஜனை கோயில் வீதி, பள்ளபாளையம், உடுமலைப்பேட்டை. [130,1132,343,1162]
value: சு.சந்தோஷ், 5/160, ஆண்டியூர், தேவனூர்புதூர், உடுமலை, திருப்பூர். [1136,1138,1485,1168]
value: க.சாது, 4/843, செல்லாண்டியம்மன் நகர், பள்ளபாளையம், உடுமலைப்பேட்டை. [58,672,396,702]
label: அமைப்பாளர் : [778,612,873,625]
value: ர.அர்ஜுன்குமார், 3/299, அரசூர், ஜிலோபநாயக்கன்பாளையம். [419,673,758,703]
label: துணை அமைப்பாளர்கள் : [419,1699,580,1711]
booth-row: பாகம் – 63 : வே.மணிகண்டன், 1/81/1, மொடக்குப்பட்டி, தீபாலபட்டி, உடுமலைப்பேட்டை. [419,940,758,974]
booth-no: பாகம் – 40 [1136,1560,1194,1573]
deputy-line [58,1369,396,1438]
